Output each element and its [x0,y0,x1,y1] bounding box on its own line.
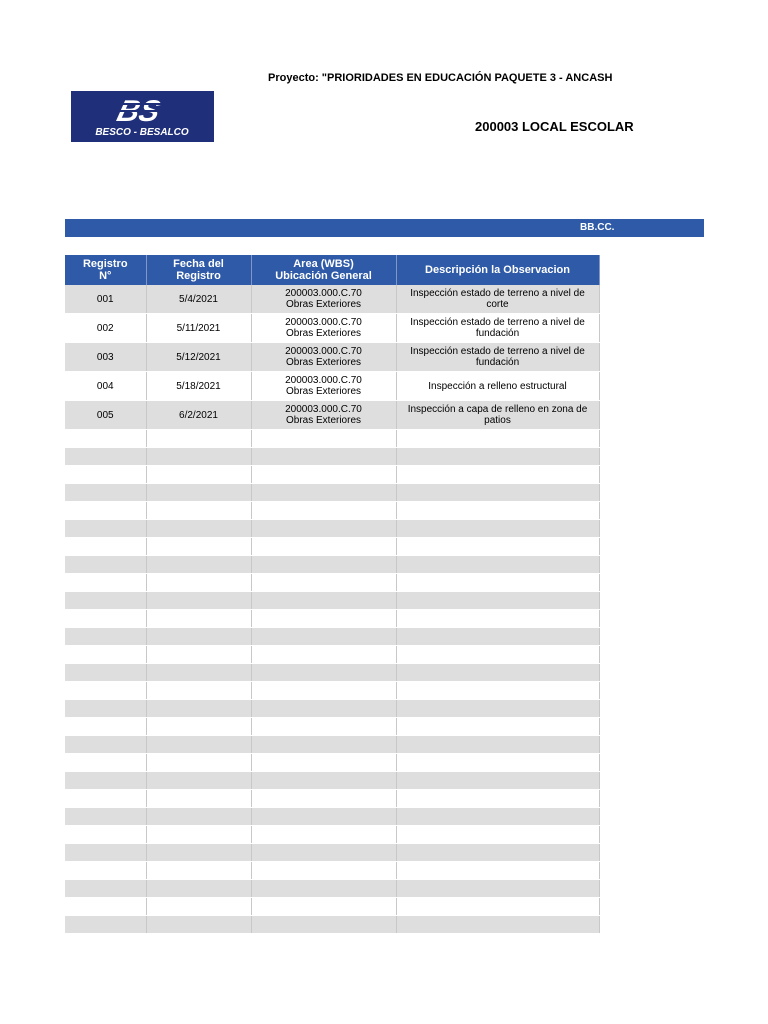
cell-descripcion: Inspección estado de terreno a nivel de fundación [396,314,599,343]
cell-area [251,628,396,646]
cell-descripcion [396,844,599,862]
wbs-area: Obras Exteriores [285,386,362,397]
cell-registro: 002 [65,314,146,343]
cell-area [251,538,396,556]
cell-area [251,916,396,934]
cell-descripcion [396,772,599,790]
cell-area [251,372,396,401]
empty-table-row [65,466,599,484]
cell-registro: 004 [65,372,146,401]
table-row [65,401,599,430]
cell-area [251,610,396,628]
cell-descripcion [396,862,599,880]
cell-registro [65,754,146,772]
cell-area [251,401,396,430]
cell-fecha [146,628,251,646]
cell-area [251,430,396,448]
table-body [65,285,599,934]
cell-fecha [146,772,251,790]
cell-registro [65,628,146,646]
cell-registro [65,736,146,754]
cell-fecha [146,520,251,538]
cell-descripcion [396,520,599,538]
cell-registro [65,898,146,916]
cell-registro [65,682,146,700]
cell-descripcion [396,682,599,700]
cell-fecha [146,790,251,808]
cell-descripcion [396,628,599,646]
cell-registro [65,610,146,628]
cell-fecha [146,466,251,484]
cell-area [251,574,396,592]
empty-table-row [65,772,599,790]
cell-fecha [146,826,251,844]
cell-fecha [146,646,251,664]
cell-descripcion: Inspección estado de terreno a nivel de fundación [396,343,599,372]
logo-mark: BS [113,94,164,128]
cell-registro [65,790,146,808]
cell-descripcion [396,610,599,628]
cell-area [251,556,396,574]
cell-descripcion [396,484,599,502]
empty-table-row [65,556,599,574]
cell-area [251,898,396,916]
header-descripcion-text: Descripción la Observacion [425,264,570,276]
cell-descripcion [396,646,599,664]
cell-registro [65,502,146,520]
cell-descripcion [396,664,599,682]
wbs-code: 200003.000.C.70 [285,375,362,386]
logo-graphic [71,91,214,142]
empty-table-row [65,610,599,628]
empty-table-row [65,826,599,844]
wbs-code: 200003.000.C.70 [285,288,362,299]
empty-table-row [65,682,599,700]
empty-table-row [65,844,599,862]
wbs-code: 200003.000.C.70 [285,317,362,328]
cell-registro [65,484,146,502]
cell-area [251,285,396,314]
cell-fecha [146,592,251,610]
cell-area [251,592,396,610]
cell-fecha: 6/2/2021 [146,401,251,430]
empty-table-row [65,520,599,538]
cell-area [251,646,396,664]
cell-area [251,880,396,898]
besco-besalco-logo [71,91,214,142]
cell-area [251,502,396,520]
cell-fecha [146,736,251,754]
empty-table-row [65,718,599,736]
cell-descripcion [396,808,599,826]
cell-registro [65,556,146,574]
cell-registro [65,430,146,448]
wbs-area: Obras Exteriores [285,357,362,368]
cell-descripcion [396,574,599,592]
cell-fecha [146,844,251,862]
cell-fecha [146,754,251,772]
empty-table-row [65,808,599,826]
cell-area [251,808,396,826]
cell-registro [65,772,146,790]
cell-fecha [146,664,251,682]
cell-descripcion [396,538,599,556]
logo-text: BESCO - BESALCO [95,127,189,138]
cell-fecha: 5/18/2021 [146,372,251,401]
cell-fecha [146,610,251,628]
table-row [65,314,599,343]
cell-fecha [146,430,251,448]
cell-registro: 001 [65,285,146,314]
cell-fecha [146,484,251,502]
cell-registro [65,592,146,610]
cell-fecha [146,502,251,520]
table-header-row [65,255,599,285]
cell-area [251,736,396,754]
cell-fecha: 5/11/2021 [146,314,251,343]
cell-registro [65,646,146,664]
cell-registro: 005 [65,401,146,430]
cell-registro [65,574,146,592]
empty-table-row [65,664,599,682]
table-row [65,285,599,314]
cell-fecha [146,916,251,934]
empty-table-row [65,592,599,610]
wbs-code: 200003.000.C.70 [285,346,362,357]
cell-descripcion [396,448,599,466]
cell-registro [65,448,146,466]
empty-table-row [65,790,599,808]
cell-descripcion [396,700,599,718]
cell-area [251,754,396,772]
cell-area [251,448,396,466]
cell-registro [65,700,146,718]
cell-fecha [146,862,251,880]
empty-table-row [65,862,599,880]
cell-area [251,314,396,343]
wbs-code: 200003.000.C.70 [285,404,362,415]
cell-registro: 003 [65,343,146,372]
cell-descripcion [396,826,599,844]
empty-table-row [65,484,599,502]
cell-descripcion [396,754,599,772]
cell-fecha [146,700,251,718]
cell-area [251,844,396,862]
empty-table-row [65,538,599,556]
header-descripcion [396,255,599,285]
page-subtitle: 200003 LOCAL ESCOLAR [475,119,634,134]
cell-registro [65,538,146,556]
empty-table-row [65,700,599,718]
cell-descripcion [396,718,599,736]
wbs-area: Obras Exteriores [285,328,362,339]
cell-fecha [146,682,251,700]
wbs-area: Obras Exteriores [285,415,362,426]
cell-area [251,718,396,736]
cell-registro [65,862,146,880]
cell-descripcion [396,556,599,574]
empty-table-row [65,916,599,934]
cell-registro [65,664,146,682]
empty-table-row [65,898,599,916]
cell-area [251,862,396,880]
cell-area [251,466,396,484]
cell-descripcion [396,790,599,808]
empty-table-row [65,736,599,754]
cell-descripcion: Inspección a capa de relleno en zona de patios [396,401,599,430]
cell-descripcion [396,502,599,520]
cell-fecha [146,574,251,592]
cell-registro [65,808,146,826]
empty-table-row [65,448,599,466]
cell-fecha [146,898,251,916]
section-band [65,219,704,237]
cell-registro [65,916,146,934]
cell-fecha: 5/12/2021 [146,343,251,372]
empty-table-row [65,430,599,448]
project-title: Proyecto: "PRIORIDADES EN EDUCACIÓN PAQUETE 3 - ANCASH [268,72,613,84]
table-row [65,343,599,372]
cell-area [251,484,396,502]
cell-descripcion [396,736,599,754]
cell-area [251,520,396,538]
empty-table-row [65,574,599,592]
header-registro [65,255,146,285]
header-area [251,255,396,285]
cell-area [251,826,396,844]
cell-fecha [146,448,251,466]
cell-descripcion: Inspección estado de terreno a nivel de corte [396,285,599,314]
cell-descripcion: Inspección a relleno estructural [396,372,599,401]
empty-table-row [65,628,599,646]
empty-table-row [65,880,599,898]
cell-registro [65,466,146,484]
cell-registro [65,718,146,736]
cell-area [251,343,396,372]
cell-registro [65,826,146,844]
cell-fecha [146,718,251,736]
cell-descripcion [396,880,599,898]
cell-registro [65,844,146,862]
cell-descripcion [396,898,599,916]
header-fecha-text: Fecha del Registro [173,258,224,282]
cell-fecha: 5/4/2021 [146,285,251,314]
cell-fecha [146,880,251,898]
empty-table-row [65,754,599,772]
table-row [65,372,599,401]
cell-fecha [146,538,251,556]
header-registro-text: Registro N° [82,258,128,282]
cell-descripcion [396,916,599,934]
cell-fecha [146,808,251,826]
cell-area [251,700,396,718]
band-label: BB.CC. [580,222,615,233]
empty-table-row [65,646,599,664]
cell-registro [65,880,146,898]
header-area-text: Area (WBS) Ubicación General [275,258,372,282]
registro-table [65,255,600,934]
cell-registro [65,520,146,538]
header-fecha [146,255,251,285]
cell-descripcion [396,466,599,484]
cell-area [251,772,396,790]
cell-descripcion [396,430,599,448]
cell-area [251,790,396,808]
empty-table-row [65,502,599,520]
cell-fecha [146,556,251,574]
cell-area [251,664,396,682]
cell-area [251,682,396,700]
wbs-area: Obras Exteriores [285,299,362,310]
cell-descripcion [396,592,599,610]
